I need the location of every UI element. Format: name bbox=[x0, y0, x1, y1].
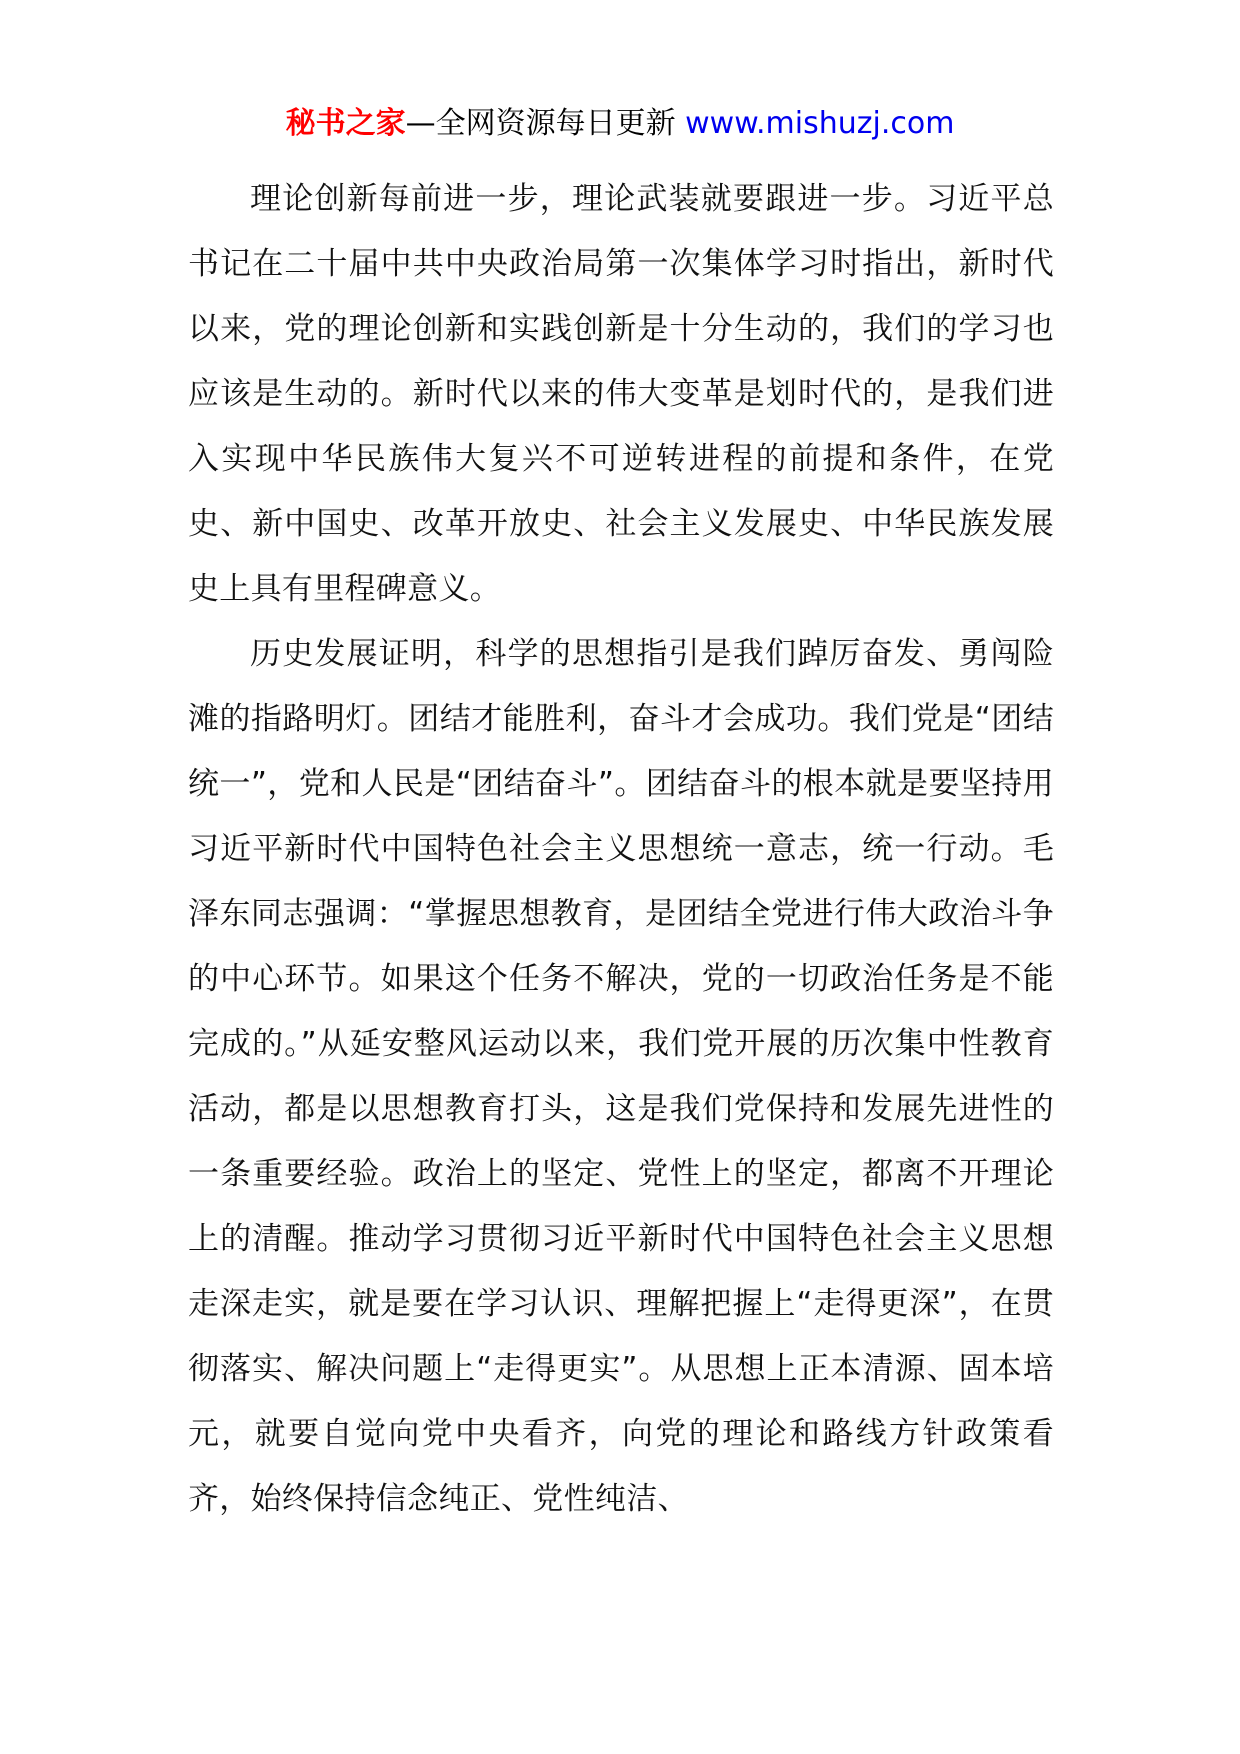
document-body bbox=[188, 167, 1054, 1532]
paragraph-1: 理论创新每前进一步，理论武装就要跟进一步。习近平总书记在二十届中共中央政治局第一次集体学习时指出，新时代以来，党的理论创新和实践创新是十分生动的，我们的学习也应该是生动的。新时代以来的伟大变革是划时代的，是我们进入实现中华民族伟大复兴不可逆转进程的前提和条件，在党史、新中国史、改革开放史、社会主义发展史、中华民族发展史上具有里程碑意义。 bbox=[188, 181, 1054, 607]
site-tagline: —全网资源每日更新 bbox=[405, 106, 686, 141]
paragraph-2: 历史发展证明，科学的思想指引是我们踔厉奋发、勇闯险滩的指路明灯。团结才能胜利，奋斗才会成功。我们党是“团结统一”，党和人民是“团结奋斗”。团结奋斗的根本就是要坚持用习近平新时代中国特色社会主义思想统一意志，统一行动。毛泽东同志强调：“掌握思想教育，是团结全党进行伟大政治斗争的中心环节。如果这个任务不解决，党的一切政治任务是不能完成的。”从延安整风运动以来，我们党开展的历次集中性教育活动，都是以思想教育打头，这是我们党保持和发展先进性的一条重要经验。政治上的坚定、党性上的坚定，都离不开理论上的清醒。推动学习贯彻习近平新时代中国特色社会主义思想走深走实，就是要在学习认识、理解把握上“走得更深”，在贯彻落实、解决问题上“走得更实”。从思想上正本清源、固本培元，就要自觉向党中央看齐，向党的理论和路线方针政策看齐，始终保持信念纯正、党性纯洁、 bbox=[188, 636, 1054, 1517]
page-header bbox=[0, 102, 1240, 146]
site-url-link[interactable]: www.mishuzj.com bbox=[685, 106, 955, 141]
site-brand: 秘书之家 bbox=[285, 106, 406, 141]
